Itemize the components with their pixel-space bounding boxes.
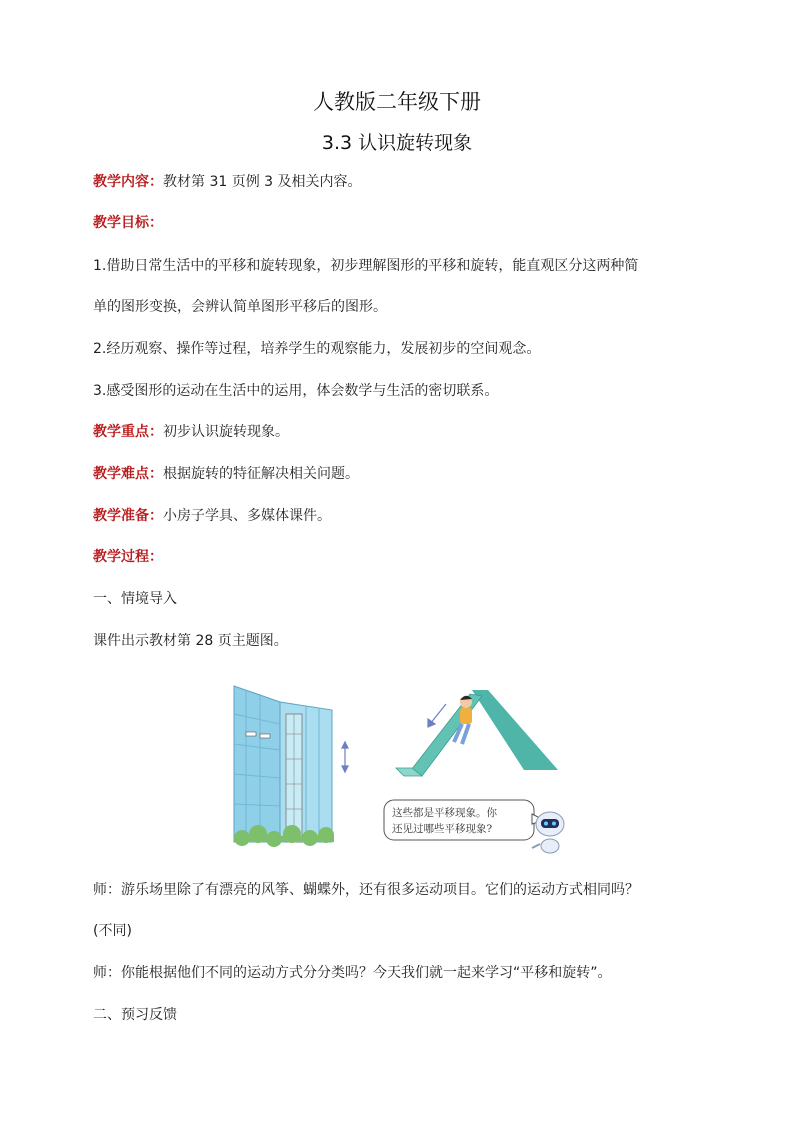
key-point-line <box>93 422 723 442</box>
bubble-line-1: 这些都是平移现象。你 <box>392 807 497 819</box>
page-title: 人教版二年级下册 <box>313 90 481 114</box>
content-text: 教材第 31 页例 3 及相关内容。 <box>163 174 362 190</box>
theme-illustration <box>232 684 582 858</box>
goal-line: 2.经历观察、操作等过程，培养学生的观察能力，发展初步的空间观念。 <box>93 341 541 357</box>
teacher-line: 师：你能根据他们不同的运动方式分分类吗？今天我们就一起来学习“平移和旋转”。 <box>93 965 612 981</box>
process-label: 教学过程： <box>93 549 163 565</box>
difficulty-text: 根据旋转的特征解决相关问题。 <box>163 466 359 482</box>
lesson-subtitle: 3.3 认识旋转现象 <box>321 132 473 154</box>
courseware-line: 课件出示教材第 28 页主题图。 <box>93 633 288 649</box>
bubble-line-2: 还见过哪些平移现象? <box>392 823 493 835</box>
slide-chute <box>408 694 482 776</box>
slide-tower <box>472 690 558 770</box>
key-point-text: 初步认识旋转现象。 <box>163 424 289 440</box>
prep-label: 教学准备： <box>93 508 163 524</box>
key-point-label: 教学重点： <box>93 424 163 440</box>
down-left-arrow-icon <box>428 704 446 727</box>
prep-text: 小房子学具、多媒体课件。 <box>163 508 331 524</box>
window <box>246 732 256 736</box>
goal-line: 3.感受图形的运动在生活中的运用，体会数学与生活的密切联系。 <box>93 383 499 399</box>
teacher-line: 师：游乐场里除了有漂亮的风筝、蝴蝶外，还有很多运动项目。它们的运动方式相同吗？ <box>93 882 639 898</box>
goal-line: 单的图形变换，会辨认简单图形平移后的图形。 <box>93 299 387 315</box>
up-down-arrow-icon <box>342 742 348 772</box>
difficulty-line <box>93 464 723 484</box>
content-line <box>93 172 723 192</box>
answer-line: (不同) <box>93 923 132 939</box>
section-heading: 二、预习反馈 <box>93 1007 177 1023</box>
section-heading: 一、情境导入 <box>93 591 177 607</box>
window <box>260 734 270 738</box>
goal-line: 1.借助日常生活中的平移和旋转现象，初步理解图形的平移和旋转，能直观区分这两种简 <box>93 258 639 274</box>
prep-line <box>93 506 723 526</box>
difficulty-label: 教学难点： <box>93 466 163 482</box>
building-side <box>234 686 280 842</box>
goals-label: 教学目标： <box>93 215 163 231</box>
content-label: 教学内容： <box>93 174 163 190</box>
